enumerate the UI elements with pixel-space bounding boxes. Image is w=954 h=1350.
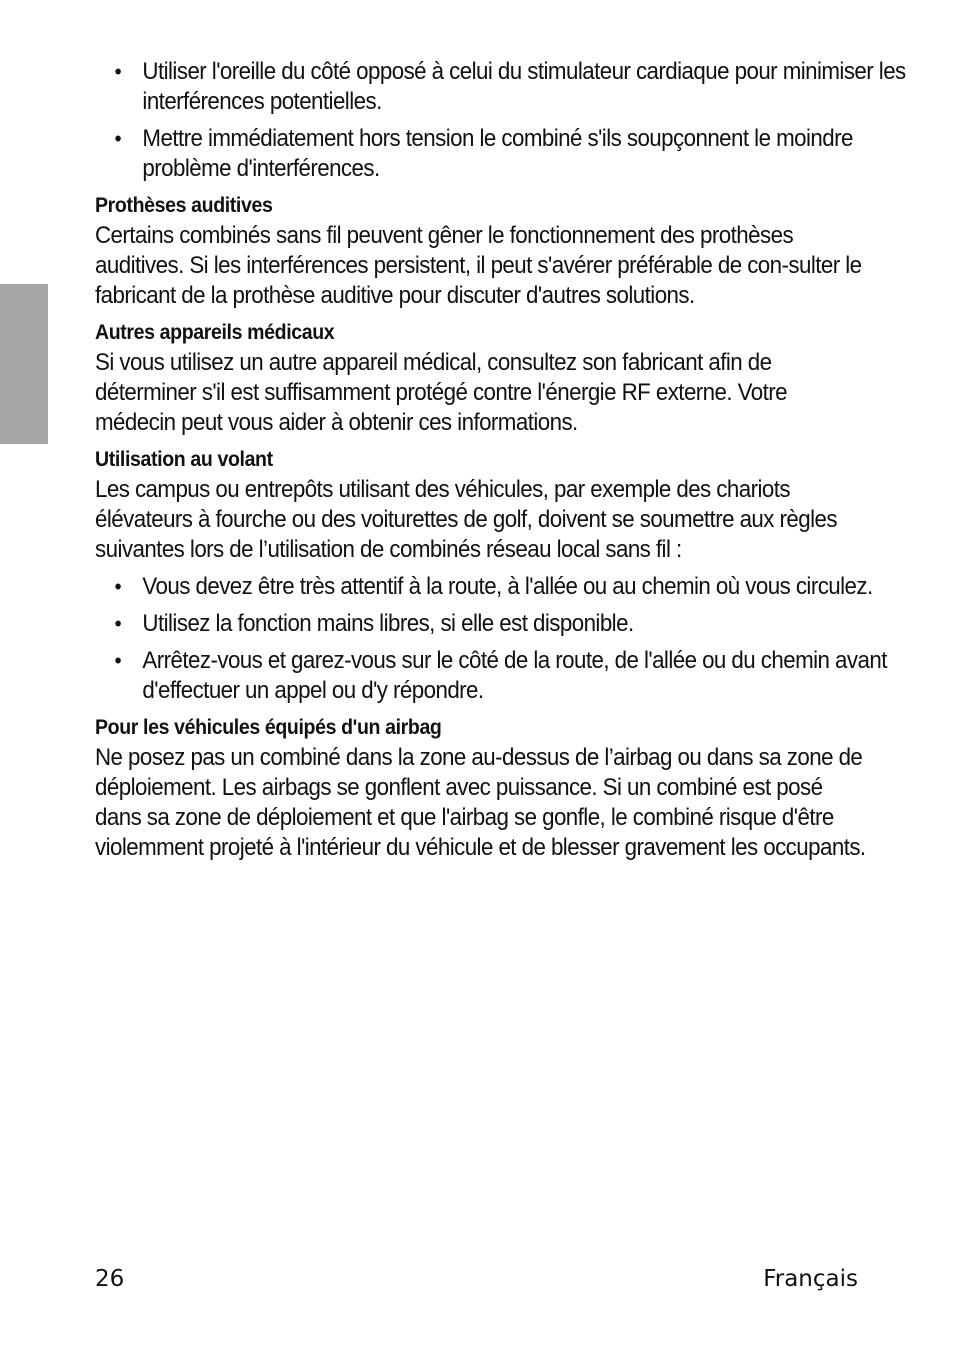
section-heading: Pour les véhicules équipés d'un airbag	[95, 716, 442, 739]
page-number: 26	[95, 1266, 125, 1292]
list-item	[95, 646, 916, 706]
list-item-text: Vous devez être très attentif à la route, à l'allée ou au chemin où vous circulez.	[142, 573, 873, 600]
section-paragraph: Les campus ou entrepôts utilisant des véhicules, par exemple des chariots élévateurs à fourche ou des voiturettes de golf, doivent se soumettre aux règles suivantes lors de l’utilisation de combinés réseau local sans fil :	[95, 476, 837, 563]
section-heading: Prothèses auditives	[95, 194, 273, 217]
list-item-text: Arrêtez-vous et garez-vous sur le côté de la route, de l'allée ou du chemin avant d'effectuer un appel ou d'y répondre.	[142, 647, 887, 704]
section-hearing-aids	[95, 191, 865, 311]
section-airbag	[95, 713, 865, 863]
list-item	[95, 57, 916, 117]
section-paragraph: Ne posez pas un combiné dans la zone au-dessus de l’airbag ou dans sa zone de déploiement. Les airbags se gonflent avec puissance. Si un combiné est posé dans sa zone de déploiement et que l'airbag se gonfle, le combiné risque d'être violemment projeté à l'intérieur du véhicule et de blesser gravement les occupants.	[95, 744, 866, 861]
section-other-medical	[95, 318, 865, 438]
bullet-icon: •	[114, 574, 122, 599]
list-item	[95, 124, 916, 184]
list-item-text: Utilisez la fonction mains libres, si elle est disponible.	[142, 610, 634, 637]
driving-bullet-list	[95, 572, 887, 706]
side-tab-marker	[0, 284, 48, 444]
section-driving	[95, 445, 887, 706]
bullet-icon: •	[114, 648, 122, 673]
section-paragraph: Si vous utilisez un autre appareil médical, consultez son fabricant afin de déterminer s'il est suffisamment protégé contre l'énergie RF externe. Votre médecin peut vous aider à obtenir ces informations.	[95, 349, 788, 436]
list-item-text: Mettre immédiatement hors tension le combiné s'ils soupçonnent le moindre problème d'interférences.	[142, 125, 853, 182]
bullet-icon: •	[114, 126, 122, 151]
bullet-icon: •	[114, 59, 122, 84]
section-paragraph: Certains combinés sans fil peuvent gêner le fonctionnement des prothèses auditives. Si les interférences persistent, il peut s'avérer préférable de con-sulter le fabricant de la prothèse auditive pour discuter d'autres solutions.	[95, 222, 862, 309]
section-heading: Utilisation au volant	[95, 448, 273, 471]
list-item	[95, 609, 916, 639]
footer-language: Français	[763, 1266, 858, 1292]
bullet-icon: •	[114, 611, 122, 636]
page-content	[95, 57, 906, 870]
section-heading: Autres appareils médicaux	[95, 321, 335, 344]
list-item	[95, 572, 916, 602]
list-item-text: Utiliser l'oreille du côté opposé à celui du stimulateur cardiaque pour minimiser les interférences potentielles.	[142, 58, 906, 115]
intro-bullet-list	[95, 57, 906, 184]
